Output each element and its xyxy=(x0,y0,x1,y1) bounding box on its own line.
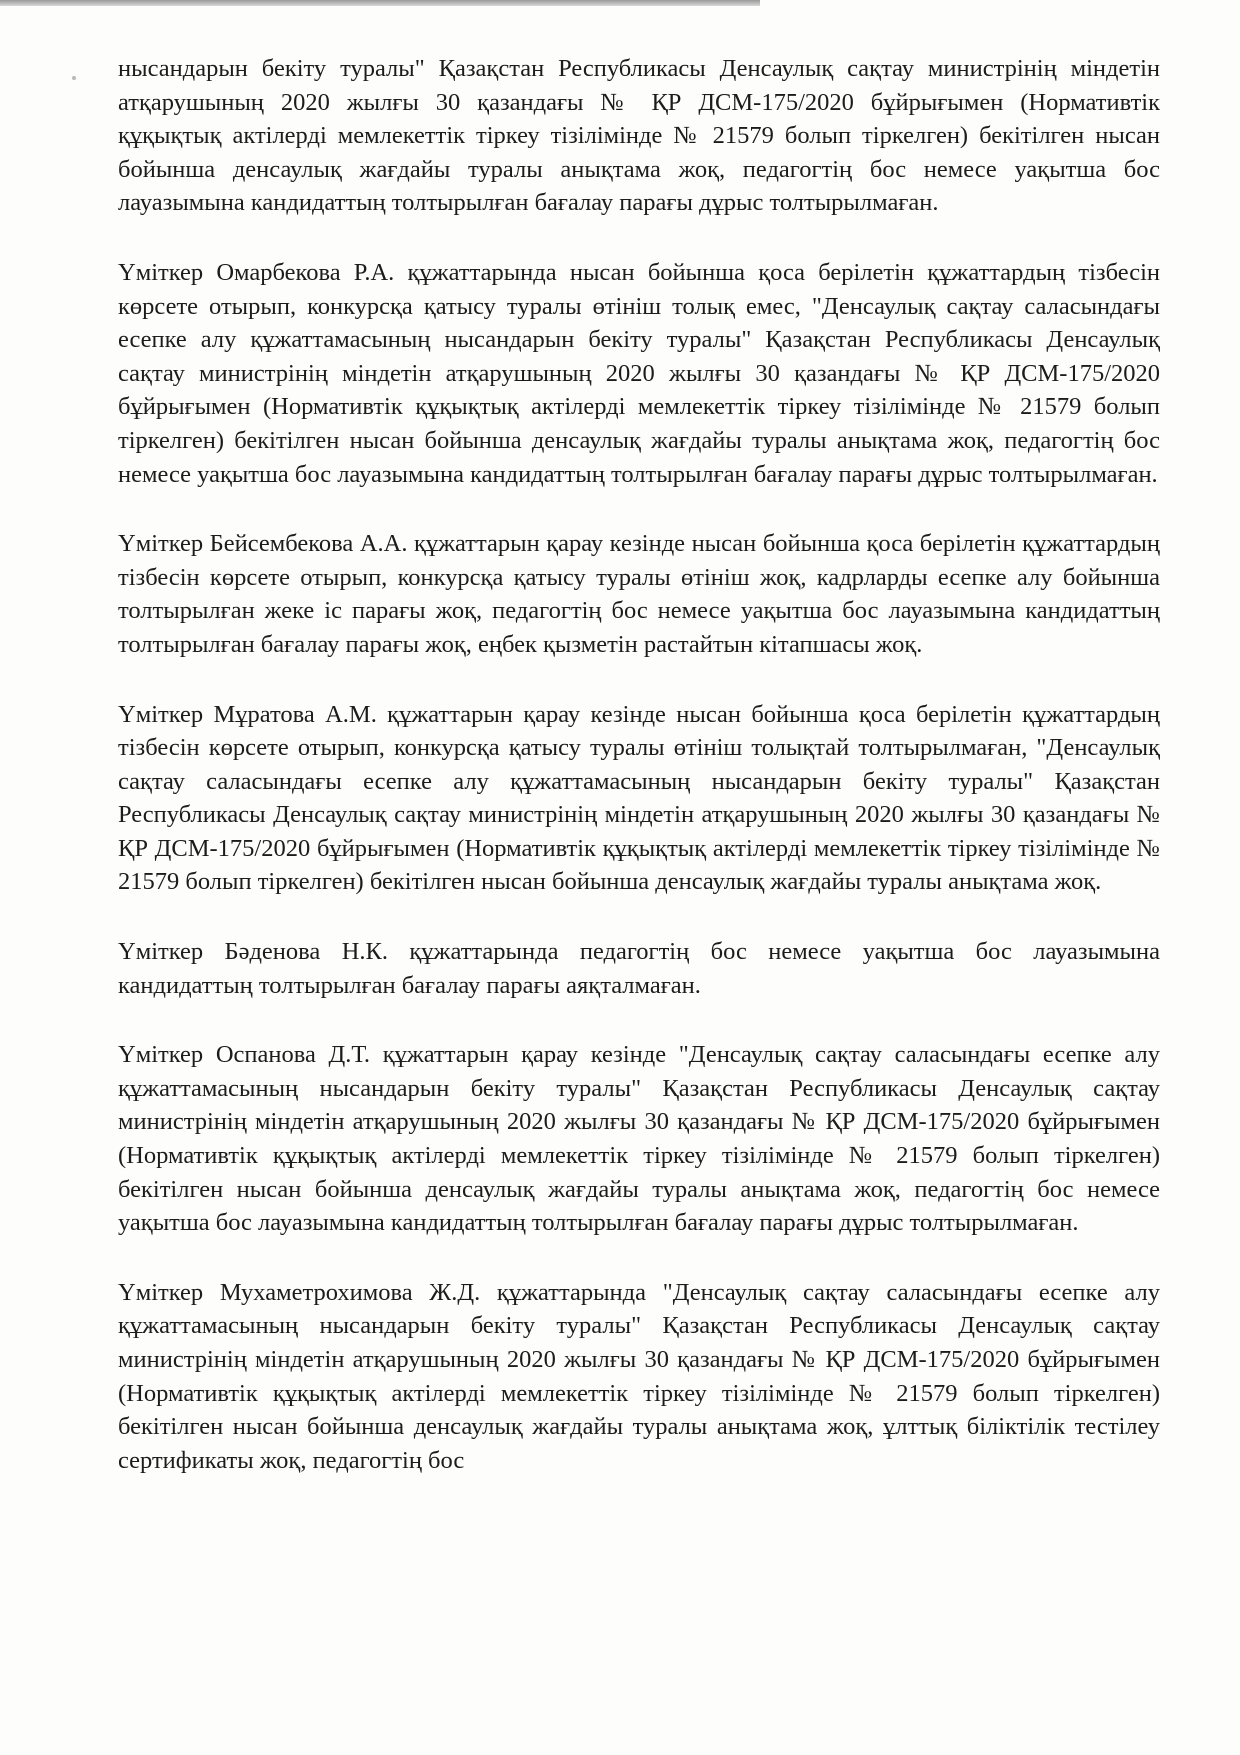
paragraph-muratova: Үміткер Мұратова А.М. құжаттарын қарау кезінде нысан бойынша қоса берілетін құжаттардың тізбесін көрсете отырып, конкурсқа қатысу туралы өтініш толықтай толтырылмаған, "Денсаулық сақтау саласындағы есепке алу құжаттамасының нысандарын бекіту туралы" Қазақстан Республикасы Денсаулық сақтау министрінің міндетін атқарушының 2020 жылғы 30 қазандағы № ҚР ДСМ-175/2020 бұйрығымен (Нормативтік құқықтық актілерді мемлекеттік тіркеу тізілімінде № 21579 болып тіркелген) бекітілген нысан бойынша денсаулық жағдайы туралы анықтама жоқ. xyxy=(118,700,1160,896)
scan-top-edge xyxy=(0,0,760,6)
paragraph-omarbekova: Үміткер Омарбекова Р.А. құжаттарында нысан бойынша қоса берілетін құжаттардың тізбесін көрсете отырып, конкурсқа қатысу туралы өтініш толық емес, "Денсаулық сақтау саласындағы есепке алу құжаттамасының нысандарын бекіту туралы" Қазақстан Республикасы Денсаулық сақтау министрінің міндетін атқарушының 2020 жылғы 30 қазандағы № ҚР ДСМ-175/2020 бұйрығымен (Нормативтік құқықтық актілерді мемлекеттік тіркеу тізілімінде № 21579 болып тіркелген) бекітілген нысан бойынша денсаулық жағдайы туралы анықтама жоқ, педагогтің бос немесе уақытша бос лауазымына кандидаттың толтырылған бағалау парағы дұрыс толтырылмаған. xyxy=(118,258,1160,488)
document-body xyxy=(118,52,1160,1477)
paragraph-mukhametrokhimova: Үміткер Мухаметрохимова Ж.Д. құжаттарында "Денсаулық сақтау саласындағы есепке алу құжаттамасының нысандарын бекіту туралы" Қазақстан Республикасы Денсаулық сақтау министрінің міндетін атқарушының 2020 жылғы 30 қазандағы № ҚР ДСМ-175/2020 бұйрығымен (Нормативтік құқықтық актілерді мемлекеттік тіркеу тізілімінде № 21579 болып тіркелген) бекітілген нысан бойынша денсаулық жағдайы туралы анықтама жоқ, ұлттық біліктілік тестілеу сертификаты жоқ, педагогтің бос xyxy=(118,1278,1160,1474)
paragraph-continuation: нысандарын бекіту туралы" Қазақстан Республикасы Денсаулық сақтау министрінің міндетін атқарушының 2020 жылғы 30 қазандағы № ҚР ДСМ-175/2020 бұйрығымен (Нормативтік құқықтық актілерді мемлекеттік тіркеу тізілімінде № 21579 болып тіркелген) бекітілген нысан бойынша денсаулық жағдайы туралы анықтама жоқ, педагогтің бос немесе уақытша бос лауазымына кандидаттың толтырылған бағалау парағы дұрыс толтырылмаған. xyxy=(118,55,1160,217)
scan-speck xyxy=(72,76,76,80)
paragraph-badenova: Үміткер Бәденова Н.К. құжаттарында педагогтің бос немесе уақытша бос лауазымына кандидаттың толтырылған бағалау парағы аяқталмаған. xyxy=(118,938,1160,999)
paragraph-beisembekova: Үміткер Бейсембекова А.А. құжаттарын қарау кезінде нысан бойынша қоса берілетін құжаттардың тізбесін көрсете отырып, конкурсқа қатысу туралы өтініш жоқ, кадрларды есепке алу бойынша толтырылған жеке іс парағы жоқ, педагогтің бос немесе уақытша бос лауазымына кандидаттың толтырылған бағалау парағы жоқ, еңбек қызметін растайтын кітапшасы жоқ. xyxy=(118,530,1160,658)
paragraph-ospanova: Үміткер Оспанова Д.Т. құжаттарын қарау кезінде "Денсаулық сақтау саласындағы есепке алу құжаттамасының нысандарын бекіту туралы" Қазақстан Республикасы Денсаулық сақтау министрінің міндетін атқарушының 2020 жылғы 30 қазандағы № ҚР ДСМ-175/2020 бұйрығымен (Нормативтік құқықтық актілерді мемлекеттік тіркеу тізілімінде № 21579 болып тіркелген) бекітілген нысан бойынша денсаулық жағдайы туралы анықтама жоқ, педагогтің бос немесе уақытша бос лауазымына кандидаттың толтырылған бағалау парағы дұрыс толтырылмаған. xyxy=(118,1041,1160,1237)
